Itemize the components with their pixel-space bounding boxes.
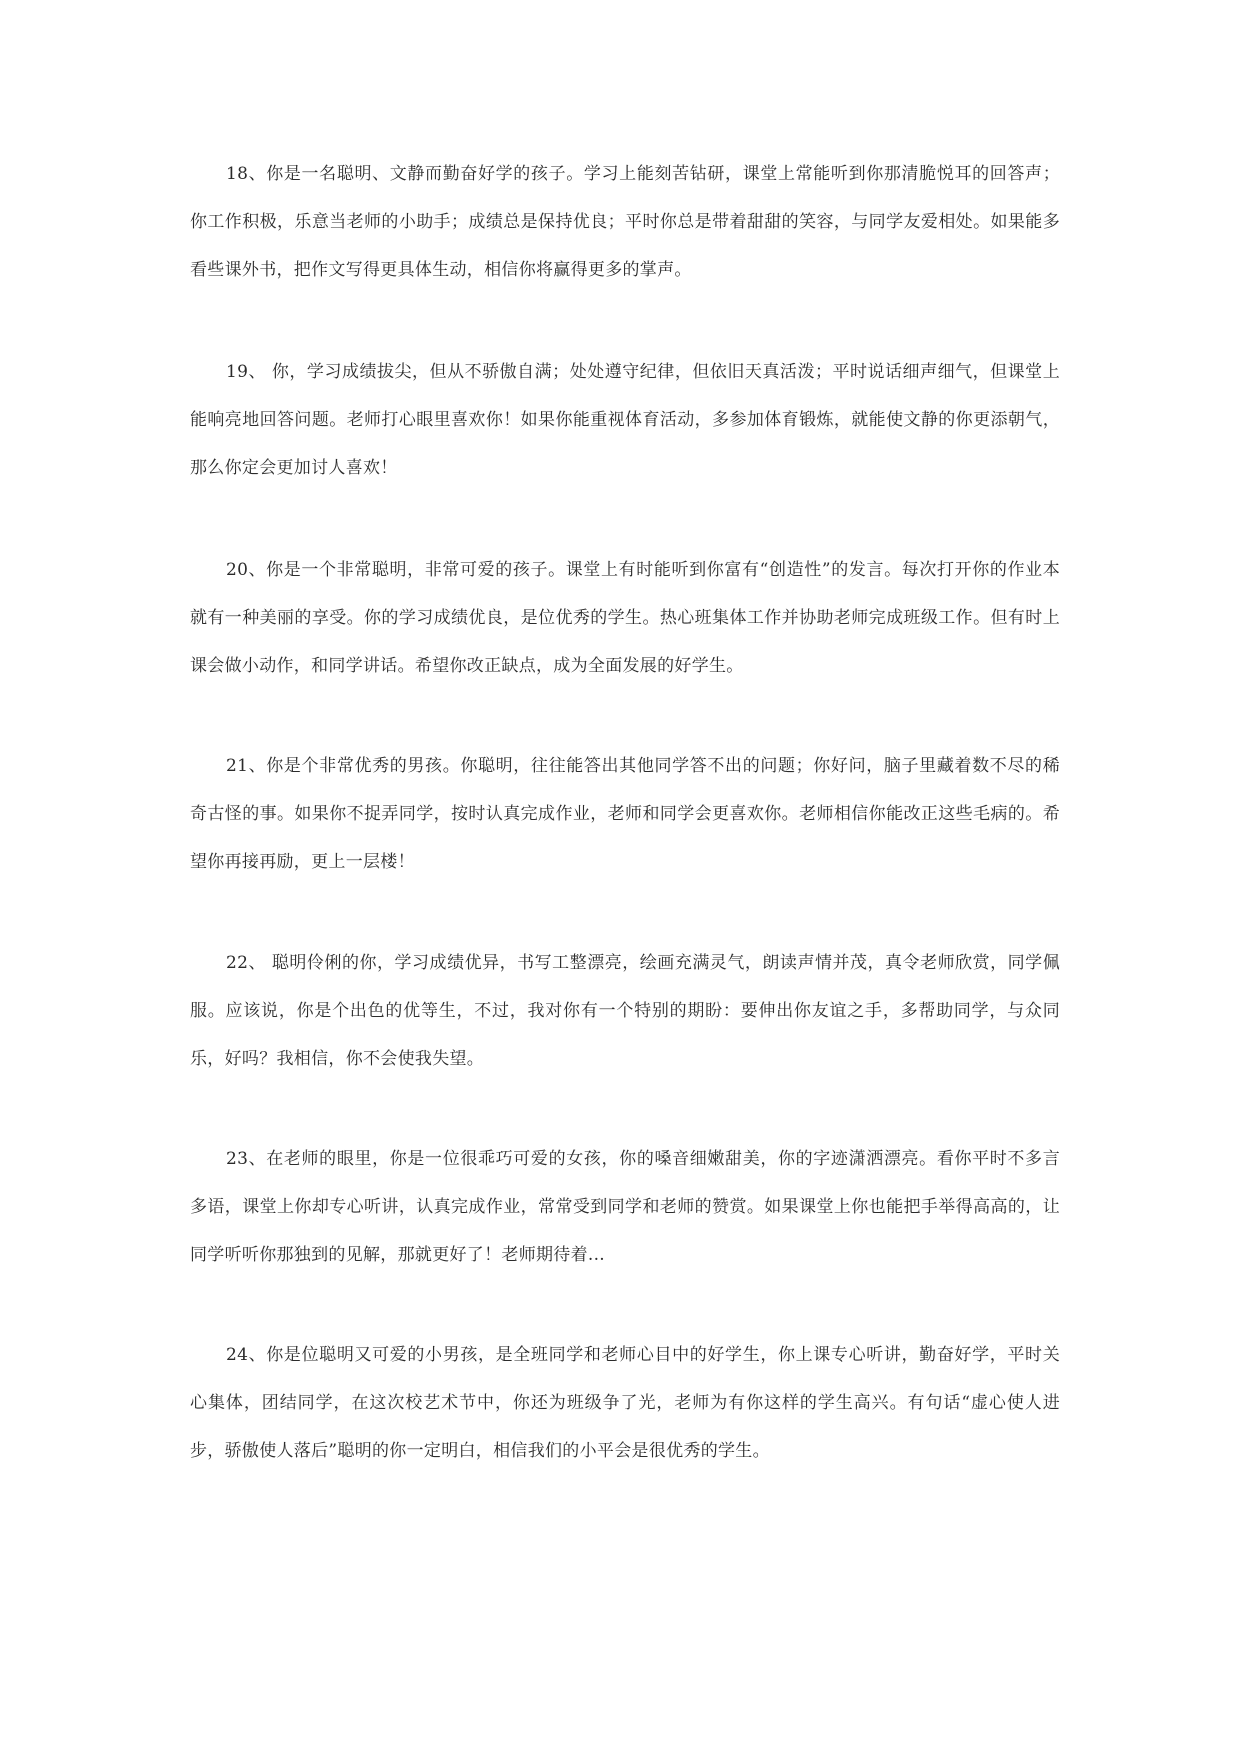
comment-paragraph-18: 18、你是一名聪明、文静而勤奋好学的孩子。学习上能刻苦钻研，课堂上常能听到你那清脆悦耳的回答声；你工作积极，乐意当老师的小助手；成绩总是保持优良；平时你总是带着甜甜的笑容，与同学友爱相处。如果能多看些课外书，把作文写得更具体生动，相信你将赢得更多的掌声。 [190, 164, 1060, 280]
comment-paragraph-22: 22、 聪明伶俐的你，学习成绩优异，书写工整漂亮，绘画充满灵气，朗读声情并茂，真令老师欣赏，同学佩服。应该说，你是个出色的优等生，不过，我对你有一个特别的期盼：要伸出你友谊之手，多帮助同学，与众同乐，好吗？我相信，你不会使我失望。 [190, 953, 1060, 1069]
comment-paragraph-19: 19、 你，学习成绩拔尖，但从不骄傲自满；处处遵守纪律，但依旧天真活泼；平时说话细声细气，但课堂上能响亮地回答问题。老师打心眼里喜欢你！如果你能重视体育活动，多参加体育锻炼，就能使文静的你更添朝气，那么你定会更加讨人喜欢！ [190, 362, 1060, 478]
comment-paragraph-24: 24、你是位聪明又可爱的小男孩，是全班同学和老师心目中的好学生，你上课专心听讲，勤奋好学，平时关心集体，团结同学，在这次校艺术节中，你还为班级争了光，老师为有你这样的学生高兴。有句话“虚心使人进步，骄傲使人落后”聪明的你一定明白，相信我们的小平会是很优秀的学生。 [190, 1345, 1060, 1461]
comment-paragraph-21: 21、你是个非常优秀的男孩。你聪明，往往能答出其他同学答不出的问题；你好问，脑子里藏着数不尽的稀奇古怪的事。如果你不捉弄同学，按时认真完成作业，老师和同学会更喜欢你。老师相信你能改正这些毛病的。希望你再接再励，更上一层楼！ [190, 756, 1060, 872]
comment-paragraph-23: 23、在老师的眼里，你是一位很乖巧可爱的女孩，你的嗓音细嫩甜美，你的字迹潇洒漂亮。看你平时不多言多语，课堂上你却专心听讲，认真完成作业，常常受到同学和老师的赞赏。如果课堂上你也能把手举得高高的，让同学听听你那独到的见解，那就更好了！老师期待着... [190, 1149, 1060, 1265]
comment-paragraph-20: 20、你是一个非常聪明，非常可爱的孩子。课堂上有时能听到你富有“创造性”的发言。每次打开你的作业本就有一种美丽的享受。你的学习成绩优良，是位优秀的学生。热心班集体工作并协助老师完成班级工作。但有时上课会做小动作，和同学讲话。希望你改正缺点，成为全面发展的好学生。 [190, 560, 1060, 676]
